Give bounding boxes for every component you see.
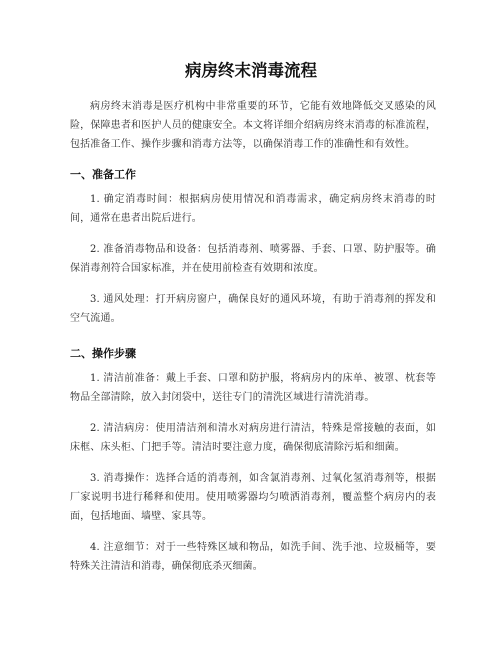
preparation-item-1: 1. 确定消毒时间：根据病房使用情况和消毒需求，确定病房终末消毒的时间，通常在患者出院后进行。 [70, 194, 436, 224]
document-title: 病房终末消毒流程 [185, 61, 317, 80]
operation-item-4: 4. 注意细节：对于一些特殊区域和物品，如洗手间、洗手池、垃圾桶等，要特殊关注清洁和消毒，确保彻底杀灭细菌。 [70, 542, 436, 572]
preparation-item-3: 3. 通风处理：打开病房窗户，确保良好的通风环境，有助于消毒剂的挥发和空气流通。 [70, 294, 436, 324]
section-heading-operation: 二、操作步骤 [70, 347, 136, 360]
preparation-item-2: 2. 准备消毒物品和设备：包括消毒剂、喷雾器、手套、口罩、防护服等。确保消毒剂符合国家标准，并在使用前检查有效期和浓度。 [70, 244, 436, 274]
operation-item-2: 2. 清洁病房：使用清洁剂和清水对病房进行清洁，特殊是常接触的表面，如床框、床头柜、门把手等。清洁时要注意力度，确保彻底清除污垢和细菌。 [70, 423, 436, 453]
intro-paragraph: 病房终末消毒是医疗机构中非常重要的环节，它能有效地降低交叉感染的风险，保障患者和医护人员的健康安全。本文将详细介绍病房终末消毒的标准流程，包括准备工作、操作步骤和消毒方法等，以确保消毒工作的准确性和有效性。 [70, 101, 436, 150]
section-heading-preparation: 一、准备工作 [70, 168, 136, 181]
operation-item-1: 1. 清洁前准备：戴上手套、口罩和防护服，将病房内的床单、被罩、枕套等物品全部清除，放入封闭袋中，送往专门的清洗区域进行清洗消毒。 [70, 373, 436, 403]
operation-item-3: 3. 消毒操作：选择合适的消毒剂，如含氯消毒剂、过氧化氢消毒剂等，根据厂家说明书进行稀释和使用。使用喷雾器均匀喷洒消毒剂，覆盖整个病房内的表面，包括地面、墙壁、家具等。 [70, 473, 436, 522]
